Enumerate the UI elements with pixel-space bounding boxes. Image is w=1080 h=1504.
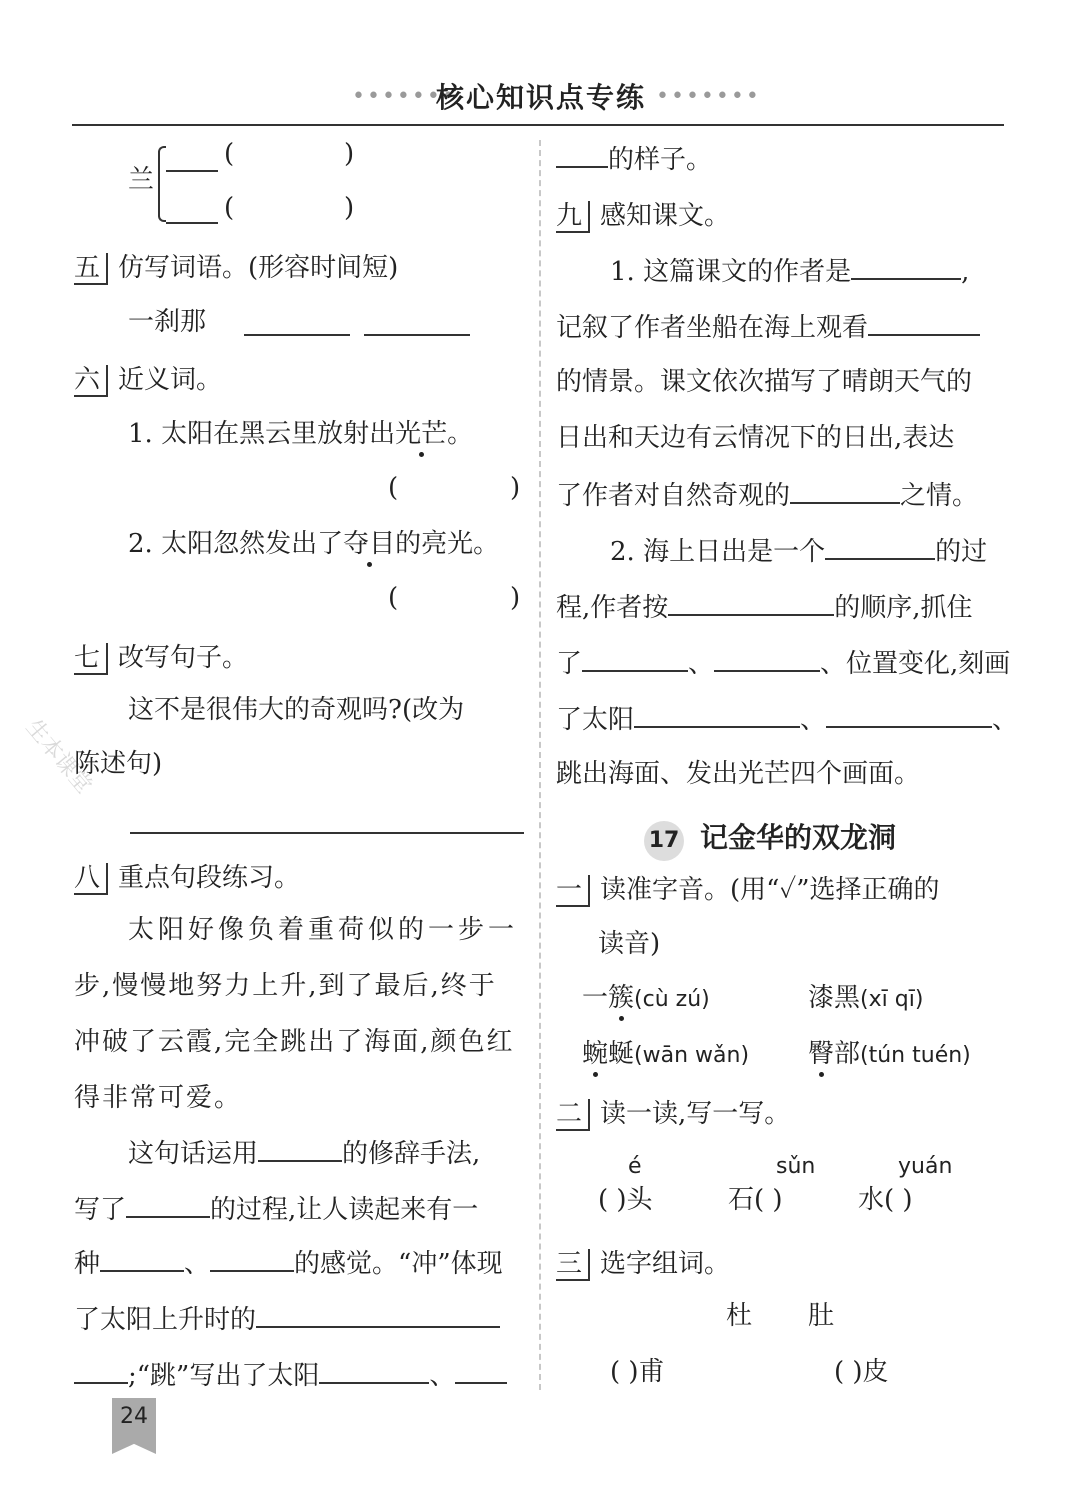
s7-answer-line[interactable]	[130, 808, 524, 834]
s6-q1-paren-open: (	[388, 473, 399, 503]
s2-word-3[interactable]: 水( )	[858, 1185, 913, 1215]
s3-word-1[interactable]: ( )甫	[610, 1357, 665, 1387]
s9-blank-change-2[interactable]	[714, 646, 820, 672]
s9-blank-feeling[interactable]	[790, 478, 900, 504]
s9-line-3: 的情景。课文依次描写了晴朗天气的	[556, 367, 973, 397]
s8-passage-2: 步,慢慢地努力上升,到了最后,终于	[74, 971, 497, 1001]
s9-blank-order[interactable]	[668, 590, 834, 616]
s9-q2h: 了太阳	[556, 705, 635, 735]
header-dots-left: •••••••	[352, 84, 457, 109]
section-5-title: 仿写词语。(形容时间短)	[118, 253, 399, 283]
s8-q-e: 种	[74, 1249, 101, 1279]
s1-w3-em: 蜿	[582, 1039, 609, 1069]
header-dots-right: •••••••	[656, 84, 761, 109]
s8-passage-4: 得非常可爱。	[74, 1083, 243, 1113]
s9-blank-scene-2[interactable]	[826, 702, 992, 728]
lan-blank-1[interactable]	[166, 146, 218, 172]
s9-q1g: 之情。	[900, 481, 979, 511]
s8-q-b: 的修辞手法,	[342, 1139, 481, 1169]
brace	[158, 146, 166, 222]
section-7-title: 改写句子。	[118, 643, 249, 673]
section-7-heading	[74, 642, 248, 675]
lan-paren-1-open: (	[224, 139, 235, 169]
right-cont-line	[556, 142, 712, 176]
s9-q2g: 、位置变化,刻画	[820, 649, 1011, 679]
s9-blank-scene-1[interactable]	[634, 702, 800, 728]
s8-q-d: 的过程,让人读起来有一	[210, 1195, 479, 1225]
section-1-title-2: 读音)	[598, 929, 661, 959]
s1-word-2	[808, 982, 923, 1016]
s9-blank-process[interactable]	[825, 534, 935, 560]
s8-q-i: ;“跳”写出了太阳	[128, 1361, 320, 1391]
s1-w4-em: 臀	[808, 1039, 835, 1069]
s1-word-4	[808, 1038, 971, 1072]
lesson-number: 17	[644, 821, 684, 861]
s9-line-10: 跳出海面、发出光芒四个画面。	[556, 759, 921, 789]
section-8-heading	[74, 862, 300, 895]
s9-line-6	[610, 534, 987, 568]
s8-q-j: 、	[429, 1361, 456, 1391]
s6-q2-em: 夺目	[343, 529, 396, 559]
section-3-title: 选字组词。	[600, 1249, 731, 1279]
lan-blank-2[interactable]	[166, 198, 218, 224]
s8-q-line-4	[74, 1302, 500, 1336]
s9-blank-change-1[interactable]	[582, 646, 688, 672]
s8-blank-feel-2[interactable]	[210, 1246, 294, 1272]
s2-pinyin-3: yuán	[898, 1154, 953, 1179]
section-9-number: 九	[556, 201, 590, 233]
s8-blank-feel-1[interactable]	[100, 1246, 184, 1272]
section-3-number: 三	[556, 1249, 590, 1281]
s9-q2f: 、	[688, 649, 715, 679]
s9-line-1	[610, 254, 969, 288]
s8-q-line-5	[74, 1358, 507, 1392]
header-rule	[72, 124, 1004, 126]
s3-char-2: 肚	[808, 1301, 835, 1331]
section-5-heading	[74, 252, 398, 285]
lan-paren-2-close: )	[344, 193, 355, 223]
lan-paren-1-close: )	[344, 139, 355, 169]
s8-blank-tiao-2[interactable]	[455, 1358, 507, 1384]
s9-q1a: 1. 这篇课文的作者是	[610, 257, 852, 287]
s9-q2e: 了	[556, 649, 583, 679]
section-6-heading	[74, 364, 222, 397]
section-6-title: 近义词。	[118, 365, 223, 395]
s9-line-5	[556, 478, 978, 512]
s8-blank-tiao-1[interactable]	[319, 1358, 429, 1384]
s1-w4-b: 部	[834, 1039, 861, 1069]
watermark: 生本课堂	[20, 715, 97, 799]
s8-q-g: 的感觉。“冲”体现	[294, 1249, 503, 1279]
s9-q2i: 、	[800, 705, 827, 735]
cont-text: 的样子。	[608, 145, 713, 175]
s9-blank-watch[interactable]	[868, 310, 980, 336]
section-8-title: 重点句段练习。	[118, 863, 301, 893]
s9-q2j: 、	[992, 705, 1019, 735]
s8-q-line-3	[74, 1246, 503, 1280]
s1-w1-a: 一	[582, 983, 609, 1013]
s8-q-line-1	[128, 1136, 480, 1170]
s2-word-2[interactable]: 石( )	[728, 1185, 783, 1215]
s5-blank-2[interactable]	[364, 310, 470, 336]
lan-char: 兰	[128, 165, 155, 195]
s1-w2-a: 漆	[808, 983, 835, 1013]
s1-w4-pinyin[interactable]: (tún tuén)	[860, 1043, 971, 1068]
s1-w3-b: 蜒	[608, 1039, 635, 1069]
s2-pinyin-2: sǔn	[776, 1154, 816, 1179]
s6-q1-paren-close: )	[510, 473, 521, 503]
s7-line-1: 这不是很伟大的奇观吗?(改为	[128, 695, 465, 725]
s1-w2-b: 黑	[834, 983, 861, 1013]
s8-q-c: 写了	[74, 1195, 127, 1225]
section-8-number: 八	[74, 863, 108, 895]
s7-line-2: 陈述句)	[74, 749, 163, 779]
s6-q2-paren-open: (	[388, 583, 399, 613]
s9-line-9	[556, 702, 1018, 736]
s9-q2b: 的过	[935, 537, 988, 567]
s8-q-f: 、	[184, 1249, 211, 1279]
s5-blank-1[interactable]	[244, 310, 350, 336]
s8-q-a: 这句话运用	[128, 1139, 259, 1169]
s9-line-4: 日出和天边有云情况下的日出,表达	[556, 423, 955, 453]
section-1-heading	[556, 874, 940, 907]
s3-char-1: 杜	[726, 1301, 753, 1331]
s8-passage-1: 太阳好像负着重荷似的一步一	[128, 915, 519, 945]
s9-q2c: 程,作者按	[556, 593, 669, 623]
column-divider	[539, 140, 541, 1390]
section-2-number: 二	[556, 1099, 590, 1131]
s9-q1f: 了作者对自然奇观的	[556, 481, 791, 511]
s8-passage-3: 冲破了云霞,完全跳出了海面,颜色红	[74, 1027, 515, 1057]
section-9-heading	[556, 200, 730, 233]
section-2-title: 读一读,写一写。	[600, 1099, 791, 1129]
section-1-title: 读准字音。(用“✓”选择正确的	[600, 875, 940, 905]
s8-q-h: 了太阳上升时的	[74, 1305, 257, 1335]
s6-q2-pre: 2. 太阳忽然发出了	[128, 529, 344, 559]
s6-q2	[128, 528, 499, 560]
section-7-number: 七	[74, 643, 108, 675]
s5-word: 一刹那	[128, 307, 207, 337]
section-6-number: 六	[74, 365, 108, 397]
s9-line-2	[556, 310, 980, 344]
s1-w1-pinyin[interactable]: (cù zú)	[634, 987, 710, 1012]
section-5-number: 五	[74, 253, 108, 285]
section-1-number: 一	[556, 875, 590, 907]
s3-word-2[interactable]: ( )皮	[834, 1357, 889, 1387]
s1-word-3	[582, 1038, 749, 1072]
s8-blank-rhetoric[interactable]	[258, 1136, 342, 1162]
s8-blank-process[interactable]	[126, 1192, 210, 1218]
section-3-heading	[556, 1248, 730, 1281]
s6-q2-post: 的亮光。	[395, 529, 500, 559]
page-title: 核心知识点专练	[436, 81, 647, 114]
s9-q2a: 2. 海上日出是一个	[610, 537, 826, 567]
s9-line-8	[556, 646, 1010, 680]
s9-q1c: 记叙了作者坐船在海上观看	[556, 313, 869, 343]
s1-w1-em: 簇	[608, 983, 635, 1013]
s6-q1-em: 光芒	[395, 419, 448, 449]
s9-blank-author[interactable]	[851, 254, 961, 280]
section-2-heading	[556, 1098, 790, 1131]
s2-pinyin-1: é	[628, 1154, 642, 1179]
cont-blank[interactable]	[556, 142, 608, 168]
s1-w3-pinyin[interactable]: (wān wǎn)	[634, 1043, 750, 1068]
lesson-title: 记金华的双龙洞	[700, 821, 897, 854]
s1-w2-pinyin[interactable]: (xī qī)	[860, 987, 924, 1012]
s6-q1-post: 。	[447, 419, 474, 449]
s1-word-1	[582, 982, 710, 1016]
section-9-title: 感知课文。	[600, 201, 731, 231]
page-number: 24	[120, 1404, 148, 1429]
s6-q1	[128, 418, 473, 450]
s8-blank-chong-cont[interactable]	[74, 1358, 128, 1384]
s6-q1-pre: 1. 太阳在黑云里放射出	[128, 419, 396, 449]
s6-q2-paren-close: )	[510, 583, 521, 613]
lan-paren-2-open: (	[224, 193, 235, 223]
s9-line-7	[556, 590, 973, 624]
s8-blank-chong[interactable]	[256, 1302, 500, 1328]
s8-q-line-2	[74, 1192, 478, 1226]
s9-q2d: 的顺序,抓住	[834, 593, 973, 623]
lesson-heading	[644, 816, 896, 861]
s2-word-1[interactable]: ( )头	[598, 1185, 653, 1215]
s9-q1b: ,	[961, 257, 970, 287]
